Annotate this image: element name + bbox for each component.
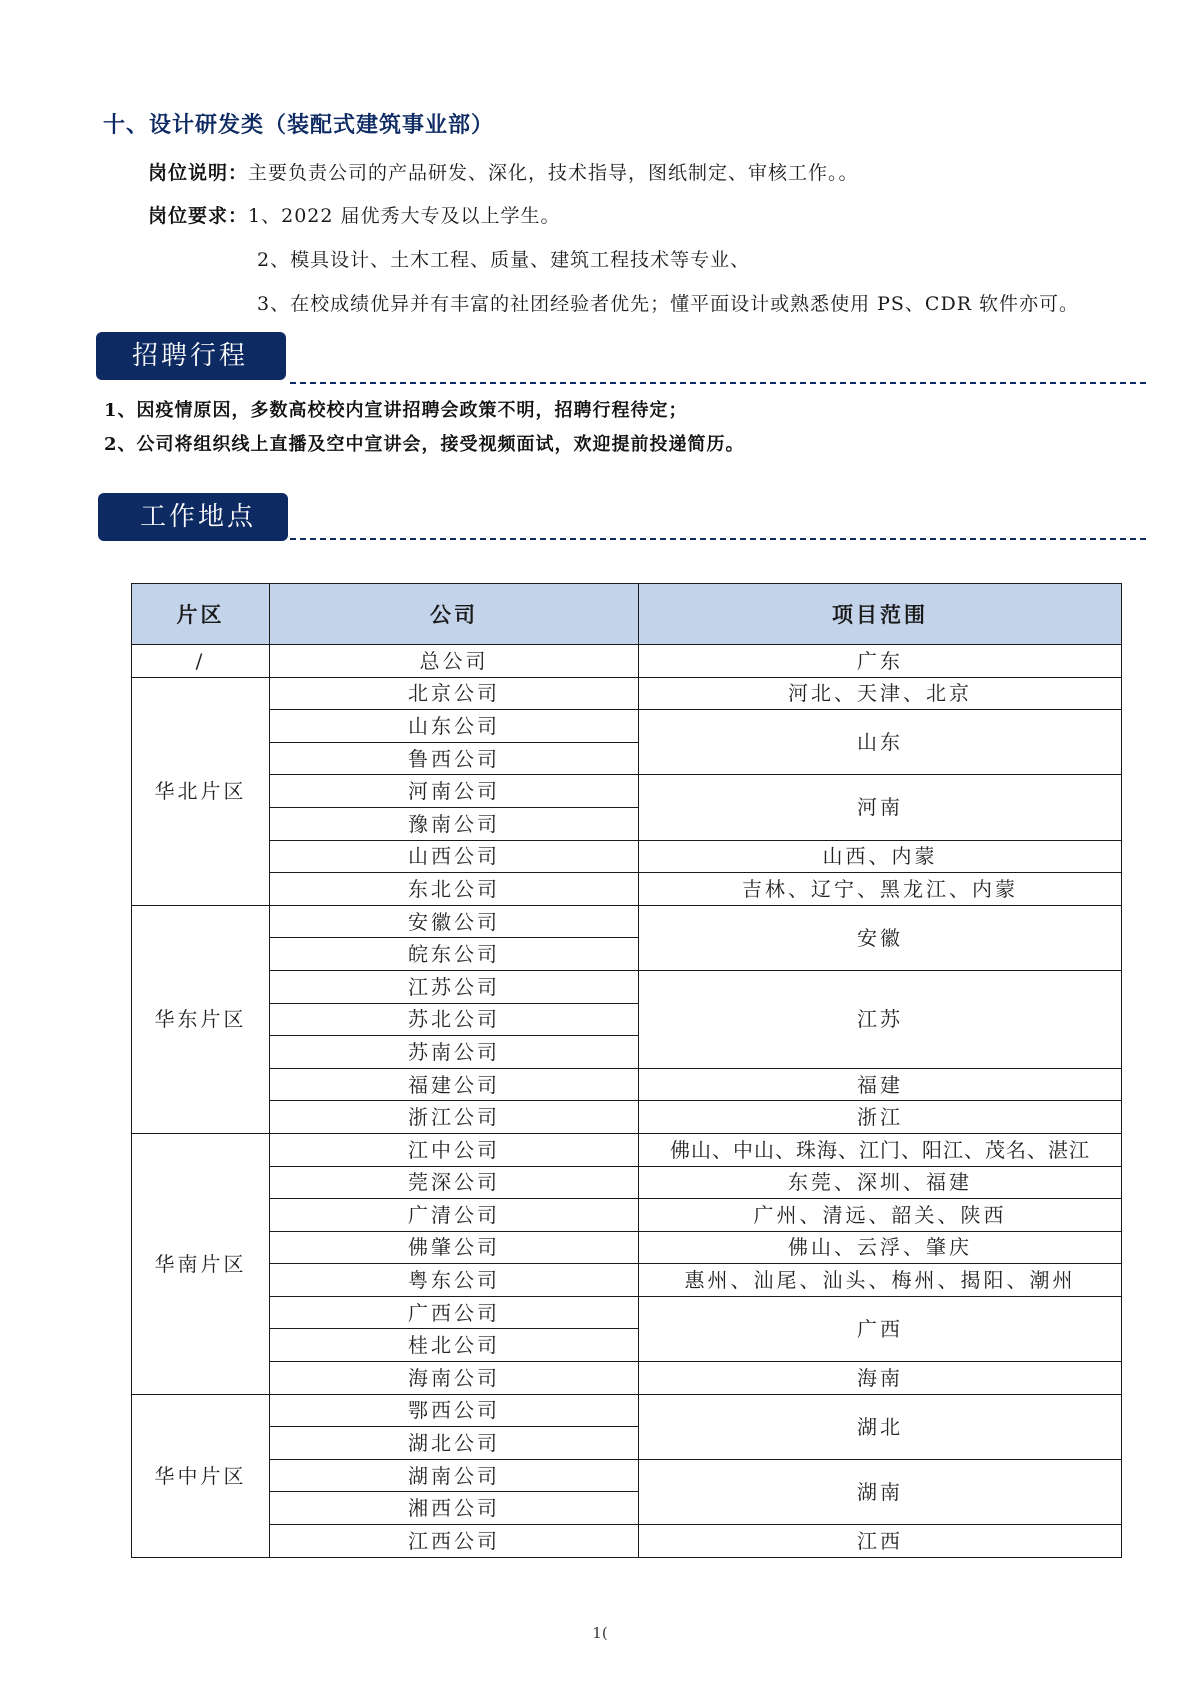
company-cell: 山东公司 bbox=[270, 710, 639, 743]
company-cell: 莞深公司 bbox=[270, 1166, 639, 1199]
requirement-3: 3、在校成绩优异并有丰富的社团经验者优先；懂平面设计或熟悉使用 PS、CDR 软件亦可。 bbox=[257, 293, 1080, 315]
company-cell: 广西公司 bbox=[270, 1296, 639, 1329]
company-cell: 豫南公司 bbox=[270, 807, 639, 840]
table-row bbox=[132, 1296, 1122, 1329]
table-row bbox=[132, 840, 1122, 873]
header-scope: 项目范围 bbox=[639, 584, 1122, 645]
scope-cell: 河南 bbox=[639, 775, 1122, 840]
company-cell: 海南公司 bbox=[270, 1362, 639, 1395]
region-cell: 华中片区 bbox=[132, 1394, 270, 1557]
scope-cell: 东莞、深圳、福建 bbox=[639, 1166, 1122, 1199]
scope-cell: 湖南 bbox=[639, 1459, 1122, 1524]
scope-cell: 江苏 bbox=[639, 970, 1122, 1068]
scope-cell: 广东 bbox=[639, 645, 1122, 678]
requirement-1: 1、2022 届优秀大专及以上学生。 bbox=[248, 205, 561, 227]
region-cell: 华北片区 bbox=[132, 677, 270, 905]
scope-cell: 江西 bbox=[639, 1525, 1122, 1558]
job-description-text: 主要负责公司的产品研发、深化，技术指导，图纸制定、审核工作。。 bbox=[248, 162, 859, 184]
table-header-row bbox=[132, 584, 1122, 645]
company-cell: 皖东公司 bbox=[270, 938, 639, 971]
table-row bbox=[132, 677, 1122, 710]
job-requirement bbox=[148, 201, 561, 228]
company-cell: 江中公司 bbox=[270, 1133, 639, 1166]
location-dashed-divider bbox=[290, 538, 1146, 540]
company-cell: 湖北公司 bbox=[270, 1427, 639, 1460]
table-row bbox=[132, 1264, 1122, 1297]
table-row bbox=[132, 645, 1122, 678]
region-cell: 华南片区 bbox=[132, 1133, 270, 1394]
job-requirement-label: 岗位要求： bbox=[148, 205, 249, 227]
schedule-title-tag: 招聘行程 bbox=[96, 332, 286, 380]
region-cell: 华东片区 bbox=[132, 905, 270, 1133]
table-row bbox=[132, 873, 1122, 906]
table-row bbox=[132, 1068, 1122, 1101]
scope-cell: 安徽 bbox=[639, 905, 1122, 970]
company-cell: 山西公司 bbox=[270, 840, 639, 873]
location-title-tag: 工作地点 bbox=[98, 493, 288, 541]
company-cell: 广清公司 bbox=[270, 1199, 639, 1232]
header-company: 公司 bbox=[270, 584, 639, 645]
company-cell: 粤东公司 bbox=[270, 1264, 639, 1297]
table-row bbox=[132, 710, 1122, 743]
header-region: 片区 bbox=[132, 584, 270, 645]
section-heading: 十、设计研发类（装配式建筑事业部） bbox=[103, 112, 495, 138]
company-cell: 河南公司 bbox=[270, 775, 639, 808]
table-row bbox=[132, 1199, 1122, 1232]
table-row bbox=[132, 1459, 1122, 1492]
schedule-dashed-divider bbox=[290, 382, 1146, 384]
company-cell: 苏南公司 bbox=[270, 1036, 639, 1069]
company-cell: 苏北公司 bbox=[270, 1003, 639, 1036]
table-row bbox=[132, 905, 1122, 938]
requirement-2: 2、模具设计、土木工程、质量、建筑工程技术等专业、 bbox=[257, 249, 751, 271]
company-cell: 北京公司 bbox=[270, 677, 639, 710]
schedule-note-2: 2、公司将组织线上直播及空中宣讲会，接受视频面试，欢迎提前投递简历。 bbox=[104, 434, 745, 455]
company-cell: 东北公司 bbox=[270, 873, 639, 906]
scope-cell: 山东 bbox=[639, 710, 1122, 775]
job-description-label: 岗位说明： bbox=[148, 162, 249, 184]
company-cell: 江苏公司 bbox=[270, 970, 639, 1003]
company-cell: 湘西公司 bbox=[270, 1492, 639, 1525]
page-number: 1( bbox=[592, 1624, 608, 1642]
table-row bbox=[132, 1166, 1122, 1199]
scope-cell: 浙江 bbox=[639, 1101, 1122, 1134]
scope-cell: 福建 bbox=[639, 1068, 1122, 1101]
table-row bbox=[132, 1101, 1122, 1134]
table-row bbox=[132, 1525, 1122, 1558]
scope-cell: 广州、清远、韶关、陕西 bbox=[639, 1199, 1122, 1232]
table-row bbox=[132, 1133, 1122, 1166]
scope-cell: 湖北 bbox=[639, 1394, 1122, 1459]
company-cell: 鲁西公司 bbox=[270, 742, 639, 775]
table-row bbox=[132, 1394, 1122, 1427]
company-cell: 福建公司 bbox=[270, 1068, 639, 1101]
scope-cell: 山西、内蒙 bbox=[639, 840, 1122, 873]
company-cell: 桂北公司 bbox=[270, 1329, 639, 1362]
table-row bbox=[132, 1362, 1122, 1395]
company-cell: 浙江公司 bbox=[270, 1101, 639, 1134]
company-cell: 总公司 bbox=[270, 645, 639, 678]
table-row bbox=[132, 775, 1122, 808]
company-cell: 安徽公司 bbox=[270, 905, 639, 938]
scope-cell: 佛山、中山、珠海、江门、阳江、茂名、湛江 bbox=[639, 1133, 1122, 1166]
scope-cell: 广西 bbox=[639, 1296, 1122, 1361]
table-row bbox=[132, 970, 1122, 1003]
scope-cell: 惠州、汕尾、汕头、梅州、揭阳、潮州 bbox=[639, 1264, 1122, 1297]
table-row bbox=[132, 1231, 1122, 1264]
company-cell: 江西公司 bbox=[270, 1525, 639, 1558]
company-cell: 佛肇公司 bbox=[270, 1231, 639, 1264]
region-cell: / bbox=[132, 645, 270, 678]
scope-cell: 海南 bbox=[639, 1362, 1122, 1395]
location-table bbox=[131, 583, 1122, 1558]
company-cell: 湖南公司 bbox=[270, 1459, 639, 1492]
scope-cell: 佛山、云浮、肇庆 bbox=[639, 1231, 1122, 1264]
schedule-note-1: 1、因疫情原因，多数高校校内宣讲招聘会政策不明，招聘行程待定； bbox=[104, 400, 688, 421]
scope-cell: 河北、天津、北京 bbox=[639, 677, 1122, 710]
company-cell: 鄂西公司 bbox=[270, 1394, 639, 1427]
scope-cell: 吉林、辽宁、黑龙江、内蒙 bbox=[639, 873, 1122, 906]
job-description bbox=[148, 158, 859, 185]
